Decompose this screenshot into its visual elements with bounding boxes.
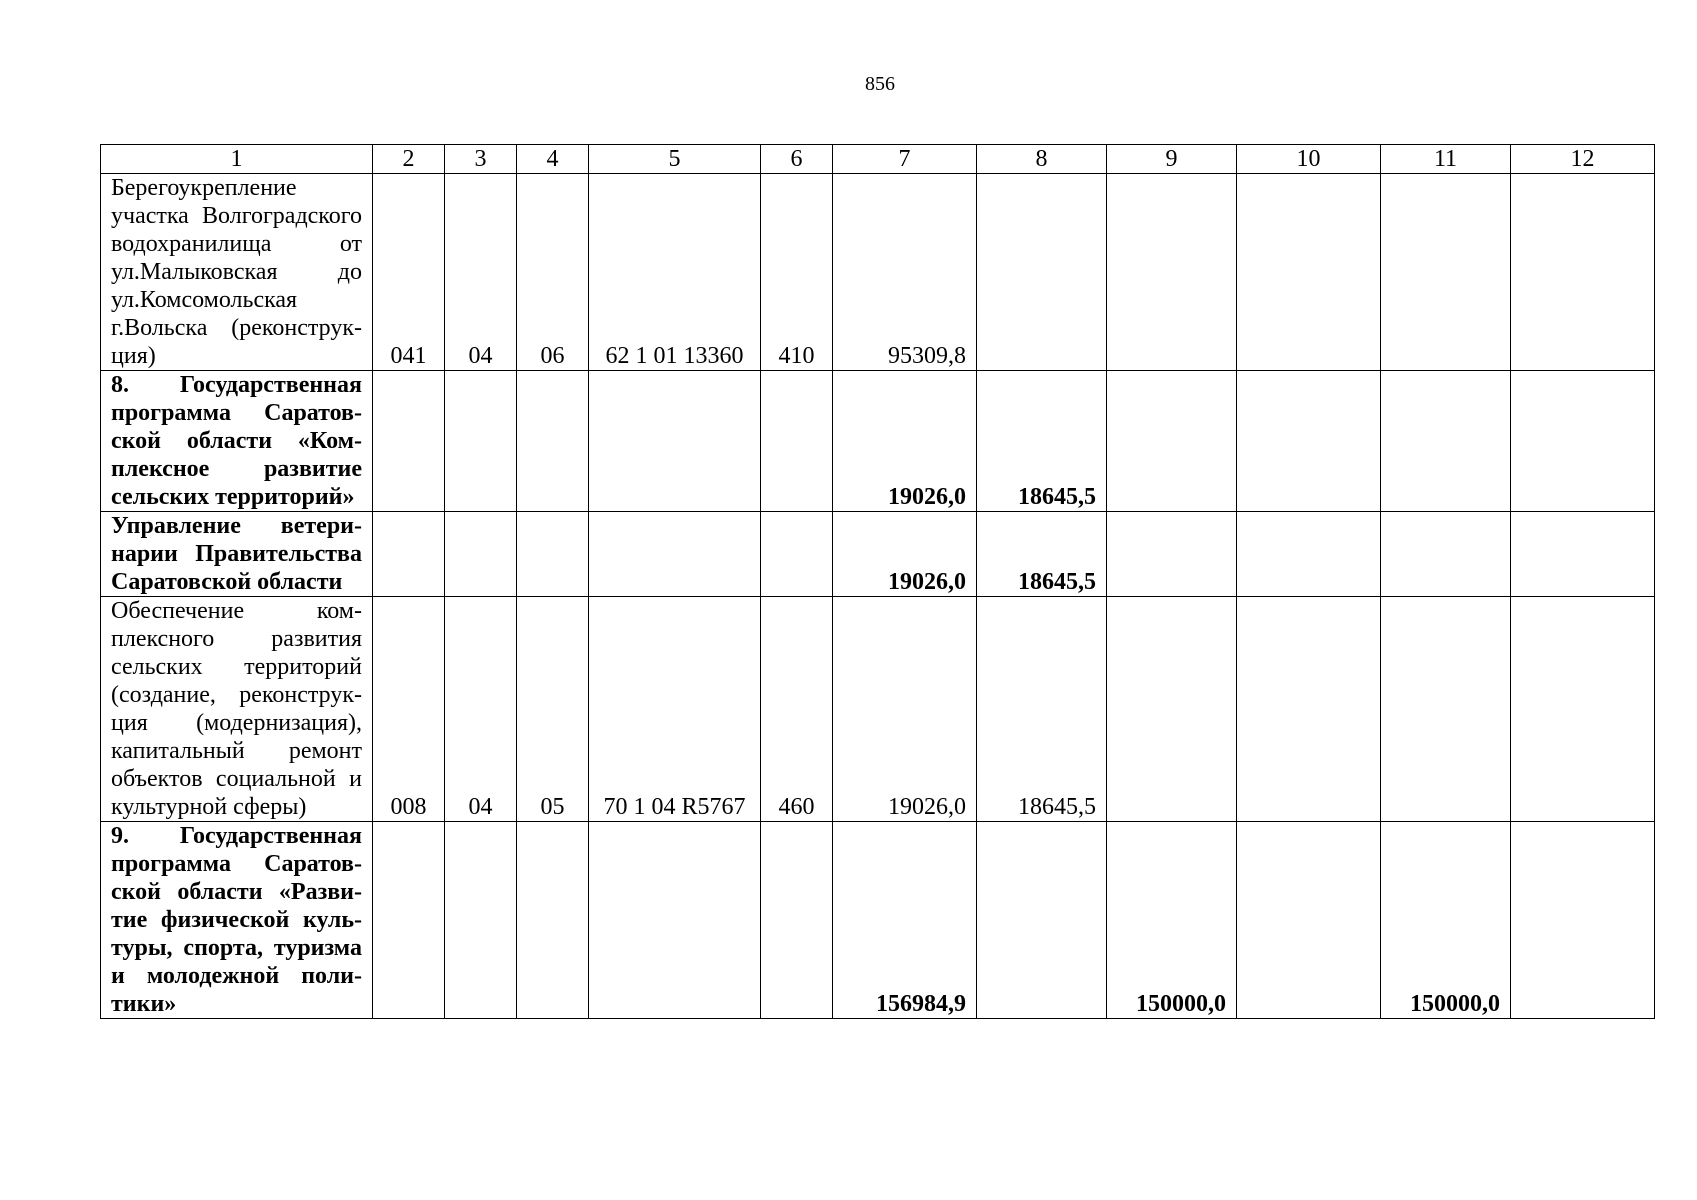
row-name-cell: Берегоукрепление участка Волгоградского водохранилища от ул.Малыковская до ул.Комсомольская г.Вольска (реконструк-ция) — [101, 174, 373, 371]
section-code-cell — [445, 371, 517, 512]
column-header: 2 — [373, 145, 445, 174]
ministry-code-cell — [373, 371, 445, 512]
ministry-code-cell: 008 — [373, 597, 445, 822]
value-cell — [1381, 174, 1511, 371]
value-cell: 150000,0 — [1107, 822, 1237, 1019]
column-header: 11 — [1381, 145, 1511, 174]
target-article-cell: 70 1 04 R5767 — [589, 597, 761, 822]
expense-type-cell: 410 — [761, 174, 833, 371]
column-header: 1 — [101, 145, 373, 174]
value-cell — [1237, 371, 1381, 512]
value-cell: 150000,0 — [1381, 822, 1511, 1019]
row-name-cell: Обеспечение ком-плексного развития сельских территорий (создание, реконструк-ция (модернизация), капитальный ремонт объектов социальной и культурной сферы) — [101, 597, 373, 822]
column-header: 6 — [761, 145, 833, 174]
value-cell — [1107, 597, 1237, 822]
value-cell: 95309,8 — [833, 174, 977, 371]
value-cell: 19026,0 — [833, 371, 977, 512]
column-header: 7 — [833, 145, 977, 174]
value-cell — [1107, 512, 1237, 597]
value-cell — [1511, 174, 1655, 371]
table-row — [101, 512, 1655, 597]
value-cell: 19026,0 — [833, 512, 977, 597]
value-cell — [1511, 371, 1655, 512]
ministry-code-cell — [373, 512, 445, 597]
value-cell — [1511, 822, 1655, 1019]
value-cell: 18645,5 — [977, 597, 1107, 822]
value-cell: 18645,5 — [977, 371, 1107, 512]
value-cell — [1511, 512, 1655, 597]
subsection-code-cell — [517, 822, 589, 1019]
target-article-cell — [589, 822, 761, 1019]
value-cell — [1107, 174, 1237, 371]
subsection-code-cell: 05 — [517, 597, 589, 822]
column-header: 9 — [1107, 145, 1237, 174]
value-cell — [1381, 371, 1511, 512]
expense-type-cell: 460 — [761, 597, 833, 822]
table-row — [101, 371, 1655, 512]
value-cell: 18645,5 — [977, 512, 1107, 597]
ministry-code-cell — [373, 822, 445, 1019]
target-article-cell — [589, 371, 761, 512]
value-cell — [1107, 371, 1237, 512]
value-cell — [1381, 512, 1511, 597]
table-row — [101, 822, 1655, 1019]
section-code-cell — [445, 822, 517, 1019]
target-article-cell: 62 1 01 13360 — [589, 174, 761, 371]
column-header: 10 — [1237, 145, 1381, 174]
column-header: 3 — [445, 145, 517, 174]
column-header: 12 — [1511, 145, 1655, 174]
ministry-code-cell: 041 — [373, 174, 445, 371]
expense-type-cell — [761, 371, 833, 512]
header-row — [101, 145, 1655, 174]
value-cell — [977, 822, 1107, 1019]
expense-type-cell — [761, 822, 833, 1019]
page-number: 856 — [865, 73, 895, 95]
section-code-cell — [445, 512, 517, 597]
row-name-cell: 8. Государственная программа Саратов-ской области «Ком-плексное развитие сельских территорий» — [101, 371, 373, 512]
subsection-code-cell — [517, 512, 589, 597]
column-header: 4 — [517, 145, 589, 174]
value-cell — [1237, 597, 1381, 822]
section-code-cell: 04 — [445, 597, 517, 822]
value-cell — [977, 174, 1107, 371]
column-header: 8 — [977, 145, 1107, 174]
table-row — [101, 174, 1655, 371]
value-cell — [1511, 597, 1655, 822]
value-cell: 156984,9 — [833, 822, 977, 1019]
subsection-code-cell: 06 — [517, 174, 589, 371]
value-cell — [1381, 597, 1511, 822]
table-row — [101, 597, 1655, 822]
subsection-code-cell — [517, 371, 589, 512]
value-cell — [1237, 822, 1381, 1019]
row-name-cell: Управление ветери-нарии Правительства Саратовской области — [101, 512, 373, 597]
value-cell — [1237, 174, 1381, 371]
value-cell — [1237, 512, 1381, 597]
row-name-cell: 9. Государственная программа Саратов-ской области «Разви-тие физической куль-туры, спорта, туризма и молодежной поли-тики» — [101, 822, 373, 1019]
budget-table — [100, 144, 1655, 1019]
value-cell: 19026,0 — [833, 597, 977, 822]
section-code-cell: 04 — [445, 174, 517, 371]
expense-type-cell — [761, 512, 833, 597]
column-header: 5 — [589, 145, 761, 174]
target-article-cell — [589, 512, 761, 597]
